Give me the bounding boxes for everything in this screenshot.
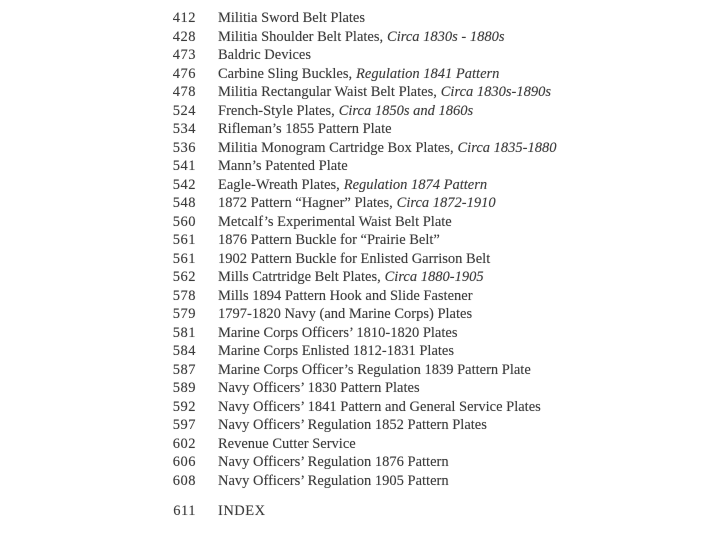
toc-page-number: 579 <box>172 306 196 322</box>
toc-entry <box>0 231 720 250</box>
toc-page-number: 476 <box>172 65 196 82</box>
toc-index-entry <box>0 502 720 521</box>
toc-page-number: 602 <box>172 435 196 452</box>
toc-entry-title-text: Navy Officers’ Regulation 1852 Pattern Plates <box>218 417 487 433</box>
toc-entry <box>0 287 720 306</box>
toc-entry-title-text: 1876 Pattern Buckle for “Prairie Belt” <box>218 232 440 248</box>
toc-entry <box>0 176 720 195</box>
toc-page-number: 478 <box>172 84 196 100</box>
toc-entry <box>0 361 720 380</box>
toc-entry-title-text: 1872 Pattern “Hagner” Plates, <box>218 195 393 211</box>
toc-entry-title-text: 1797-1820 Navy (and Marine Corps) Plates <box>218 306 473 322</box>
toc-entry <box>0 213 720 232</box>
toc-entry-title-text: Mann’s Patented Plate <box>218 158 348 174</box>
toc-entry-subtitle: Regulation 1841 Pattern <box>356 65 500 82</box>
toc-entry-title-text: Navy Officers’ Regulation 1876 Pattern <box>218 454 449 470</box>
toc-entry-title-text: Baldric Devices <box>218 47 312 63</box>
toc-entry-title <box>218 231 440 250</box>
toc-entry-subtitle: Circa 1830s - 1880s <box>387 28 505 45</box>
toc-entry <box>0 268 720 287</box>
toc-entry <box>0 28 720 47</box>
toc-entry-title-text: 1902 Pattern Buckle for Enlisted Garrison Belt <box>218 250 491 267</box>
toc-entry-title-text: Marine Corps Enlisted 1812-1831 Plates <box>218 343 455 359</box>
toc-entry-title-text: Militia Monogram Cartridge Box Plates, <box>218 139 454 156</box>
toc-entry-title-text: Carbine Sling Buckles, <box>218 65 353 82</box>
toc-entry-title <box>218 194 496 213</box>
toc-entry-title <box>218 139 556 158</box>
toc-entry-title <box>218 157 348 176</box>
toc-page-number: 541 <box>172 158 196 174</box>
toc-entry <box>0 83 720 102</box>
toc-entry-title <box>218 305 472 324</box>
toc-page-number: 536 <box>172 139 196 156</box>
toc-entry-title-text: Revenue Cutter Service <box>218 435 356 452</box>
toc-entry-title-text: Marine Corps Officers’ 1810-1820 Plates <box>218 324 458 341</box>
toc-entry-title <box>218 453 449 472</box>
toc-page-number: 562 <box>172 269 196 285</box>
toc-entry-title-text: Navy Officers’ Regulation 1905 Pattern <box>218 472 449 489</box>
toc-entry-title <box>218 361 531 380</box>
toc-page-number: 542 <box>172 176 196 193</box>
toc-page-number: 561 <box>172 232 196 248</box>
toc-page-number: 524 <box>172 102 196 119</box>
toc-entry-title <box>218 435 356 454</box>
toc-entry-title-text: French-Style Plates, <box>218 102 335 119</box>
toc-page-number: 428 <box>172 28 196 45</box>
toc-entry-title-text: Rifleman’s 1855 Pattern Plate <box>218 121 392 137</box>
toc-page-number: 534 <box>172 121 196 137</box>
toc-entry-title <box>218 379 420 398</box>
toc-entry-title <box>218 250 490 269</box>
toc-page-number: 587 <box>172 361 196 378</box>
toc-page-number: 606 <box>172 454 196 470</box>
toc-list <box>0 9 720 490</box>
toc-entry <box>0 324 720 343</box>
toc-entry-subtitle: Circa 1872-1910 <box>396 195 496 211</box>
toc-entry-title <box>218 416 487 435</box>
toc-entry-title-text: Militia Sword Belt Plates <box>218 10 366 26</box>
toc-page-number: 581 <box>172 324 196 341</box>
toc-entry-title-text: Militia Rectangular Waist Belt Plates, <box>218 84 437 100</box>
toc-page-number: 608 <box>172 472 196 489</box>
toc-page-number: 560 <box>172 213 196 230</box>
toc-page <box>0 9 720 521</box>
toc-entry <box>0 46 720 65</box>
toc-page-number: 548 <box>172 195 196 211</box>
toc-entry-title-text: Marine Corps Officer’s Regulation 1839 Pattern Plate <box>218 361 531 378</box>
toc-entry-title <box>218 324 457 343</box>
toc-entry-subtitle: Circa 1880-1905 <box>384 269 484 285</box>
toc-entry <box>0 194 720 213</box>
toc-page-number: 561 <box>172 250 196 267</box>
toc-entry-title <box>218 102 473 121</box>
toc-page-number: 473 <box>172 47 196 63</box>
toc-entry-subtitle: Circa 1835-1880 <box>457 139 557 156</box>
toc-entry-title <box>218 398 541 417</box>
toc-entry <box>0 472 720 491</box>
toc-entry-title <box>218 342 454 361</box>
toc-entry <box>0 379 720 398</box>
toc-entry <box>0 398 720 417</box>
toc-entry-title <box>218 83 551 102</box>
toc-entry-title <box>218 268 484 287</box>
toc-page-number: 584 <box>172 343 196 359</box>
toc-entry-subtitle: Regulation 1874 Pattern <box>343 176 488 193</box>
toc-entry-title-text: Navy Officers’ 1841 Pattern and General Service Plates <box>218 398 541 415</box>
toc-index-title: INDEX <box>218 503 266 519</box>
toc-entry <box>0 453 720 472</box>
toc-entry <box>0 435 720 454</box>
toc-entry-title-text: Militia Shoulder Belt Plates, <box>218 28 384 45</box>
toc-entry-title-text: Metcalf’s Experimental Waist Belt Plate <box>218 213 452 230</box>
toc-page-number: 412 <box>172 10 196 26</box>
toc-entry <box>0 157 720 176</box>
toc-entry-subtitle: Circa 1850s and 1860s <box>338 102 474 119</box>
toc-entry <box>0 342 720 361</box>
toc-entry <box>0 9 720 28</box>
toc-page-number: 597 <box>172 417 196 433</box>
toc-index-page-number: 611 <box>173 503 196 519</box>
toc-entry <box>0 250 720 269</box>
toc-entry-title <box>218 176 487 195</box>
toc-entry <box>0 139 720 158</box>
toc-entry-title <box>218 213 452 232</box>
toc-entry-title <box>218 287 473 306</box>
toc-entry-title-text: Eagle-Wreath Plates, <box>218 176 340 193</box>
toc-entry-title-text: Navy Officers’ 1830 Pattern Plates <box>218 380 420 396</box>
toc-entry-title <box>218 120 392 139</box>
toc-page-number: 578 <box>172 287 196 304</box>
toc-entry <box>0 102 720 121</box>
toc-entry <box>0 65 720 84</box>
toc-entry-title <box>218 472 449 491</box>
toc-entry-subtitle: Circa 1830s-1890s <box>440 84 551 100</box>
toc-entry <box>0 305 720 324</box>
toc-page-number: 592 <box>172 398 196 415</box>
toc-entry-title <box>218 28 505 47</box>
toc-entry-title-text: Mills 1894 Pattern Hook and Slide Fastener <box>218 287 473 304</box>
toc-entry-title <box>218 9 365 28</box>
toc-page-number: 589 <box>172 380 196 396</box>
toc-entry-title <box>218 46 311 65</box>
toc-entry <box>0 120 720 139</box>
toc-entry-title-text: Mills Catrtridge Belt Plates, <box>218 269 381 285</box>
toc-entry <box>0 416 720 435</box>
toc-entry-title <box>218 65 499 84</box>
